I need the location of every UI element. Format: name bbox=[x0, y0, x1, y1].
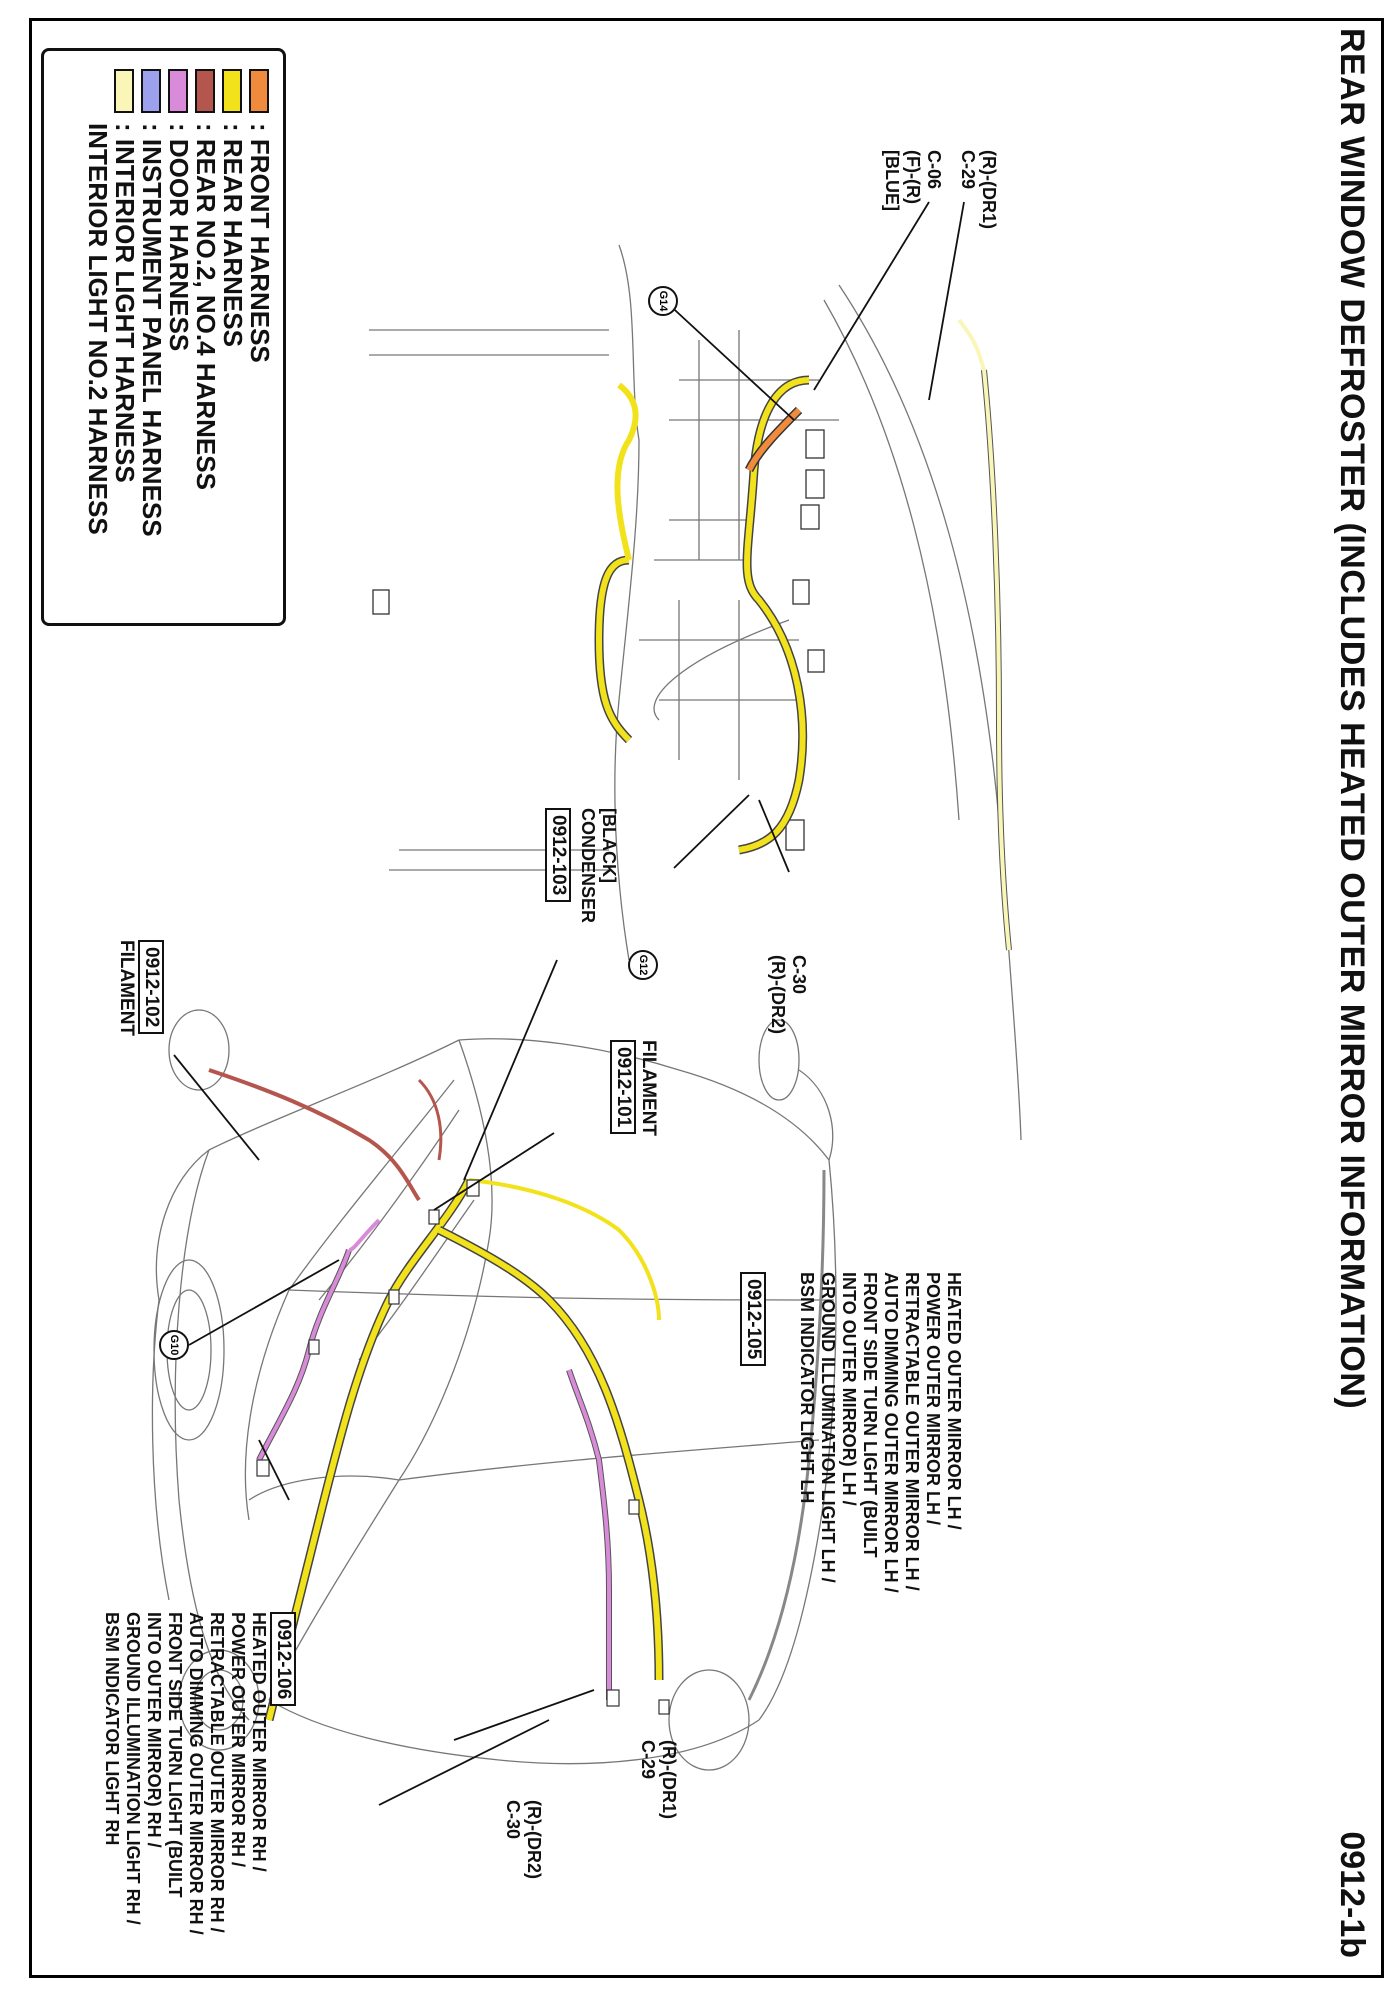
door-harness-rh-outline bbox=[569, 1370, 609, 1700]
g10-label: G10 bbox=[168, 1334, 180, 1356]
car-rear-harness-rh bbox=[439, 1230, 659, 1680]
car-rear-harness-lh bbox=[269, 1180, 469, 1720]
legend-label: : DOOR HARNESS bbox=[164, 123, 194, 352]
rh-mirror-description bbox=[101, 1612, 269, 1935]
legend-label: : INSTRUMENT PANEL HARNESS bbox=[137, 123, 167, 537]
front-c29-label bbox=[957, 150, 999, 229]
car-c29-label bbox=[637, 1740, 679, 1819]
ref-0912-101[interactable]: 0912-101 bbox=[610, 1040, 636, 1134]
lh-line: HEATED OUTER MIRROR LH / bbox=[944, 1272, 964, 1530]
c06-line2: (F)-(R) bbox=[903, 150, 923, 204]
c06-line1: C-06 bbox=[924, 150, 944, 190]
lh-line: INTO OUTER MIRROR) LH / bbox=[839, 1272, 859, 1506]
lh-line: GROUND ILLUMINATION LIGHT LH / bbox=[818, 1272, 838, 1583]
rh-line: POWER OUTER MIRROR RH / bbox=[228, 1612, 248, 1867]
ref-0912-106[interactable]: 0912-106 bbox=[270, 1612, 296, 1706]
car-c29-line1: (R)-(DR1) bbox=[659, 1740, 679, 1819]
c29-line2: C-29 bbox=[958, 150, 978, 190]
car-c30-line1: (R)-(DR2) bbox=[524, 1800, 544, 1879]
car-c30-line2: C-30 bbox=[503, 1800, 523, 1840]
car-c29-line2: C-29 bbox=[638, 1740, 658, 1780]
front-c06-label bbox=[881, 150, 944, 211]
c06-line3: [BLUE] bbox=[882, 150, 902, 211]
car-c30-label bbox=[502, 1800, 544, 1879]
filament-101-label: FILAMENT bbox=[638, 1040, 659, 1137]
ref-0912-105[interactable]: 0912-105 bbox=[740, 1272, 766, 1366]
rh-line: AUTO DIMMING OUTER MIRROR RH / bbox=[186, 1612, 206, 1935]
car-rear-harness-outline bbox=[269, 1180, 469, 1720]
rh-line: RETRACTABLE OUTER MIRROR RH / bbox=[207, 1612, 227, 1933]
condenser-line2: CONDENSER bbox=[578, 808, 598, 924]
g14-label: G14 bbox=[657, 290, 669, 312]
c29-line1: (R)-(DR1) bbox=[979, 150, 999, 229]
lh-line: RETRACTABLE OUTER MIRROR LH / bbox=[902, 1272, 922, 1591]
legend-label: : INTERIOR LIGHT HARNESS bbox=[110, 123, 140, 483]
g12-label: G12 bbox=[637, 954, 649, 976]
condenser-label bbox=[577, 808, 619, 923]
lh-line: AUTO DIMMING OUTER MIRROR LH / bbox=[881, 1272, 901, 1593]
front-leaders bbox=[664, 202, 964, 872]
interior-light-harness-outline bbox=[984, 370, 1009, 950]
page-number: 0912-1b bbox=[1333, 1831, 1371, 1958]
filament-102-label: FILAMENT bbox=[116, 940, 137, 1037]
rh-line: BSM INDICATOR LIGHT RH bbox=[102, 1612, 122, 1846]
ref-0912-102[interactable]: 0912-102 bbox=[138, 940, 164, 1034]
legend-label: : REAR NO.2, NO.4 HARNESS bbox=[191, 123, 221, 490]
ground-g12-symbol bbox=[628, 950, 658, 980]
legend-label: : REAR HARNESS bbox=[218, 123, 248, 347]
lh-mirror-description bbox=[796, 1272, 964, 1593]
condenser-line1: [BLACK] bbox=[599, 808, 619, 883]
rh-line: GROUND ILLUMINATION LIGHT RH / bbox=[123, 1612, 143, 1925]
c30-line1: C-30 bbox=[789, 955, 809, 995]
front-c30-label bbox=[767, 955, 809, 1034]
rh-line: FRONT SIDE TURN LIGHT (BUILT bbox=[165, 1612, 185, 1898]
rh-line: INTO OUTER MIRROR) RH / bbox=[144, 1612, 164, 1848]
door-harness-lh-front bbox=[349, 1220, 379, 1250]
ref-0912-103[interactable]: 0912-103 bbox=[545, 808, 571, 902]
front-body-outline bbox=[369, 245, 1021, 1140]
rh-line: HEATED OUTER MIRROR RH / bbox=[249, 1612, 269, 1872]
interior-light-harness-drop bbox=[959, 320, 984, 370]
lh-line: FRONT SIDE TURN LIGHT (BUILT bbox=[860, 1272, 880, 1558]
legend-label: : FRONT HARNESS bbox=[245, 123, 275, 363]
c30-line2: (R)-(DR2) bbox=[768, 955, 788, 1034]
lh-line: POWER OUTER MIRROR LH / bbox=[923, 1272, 943, 1525]
rear-harness-upper bbox=[617, 385, 635, 560]
ground-g10-symbol bbox=[159, 1330, 189, 1360]
page-title: REAR WINDOW DEFROSTER (INCLUDES HEATED OUTER MIRROR INFORMATION) bbox=[1333, 28, 1371, 1410]
ground-g14-symbol bbox=[648, 286, 678, 316]
legend-label: INTERIOR LIGHT NO.2 HARNESS bbox=[83, 123, 113, 535]
lh-line: BSM INDICATOR LIGHT LH bbox=[797, 1272, 817, 1504]
